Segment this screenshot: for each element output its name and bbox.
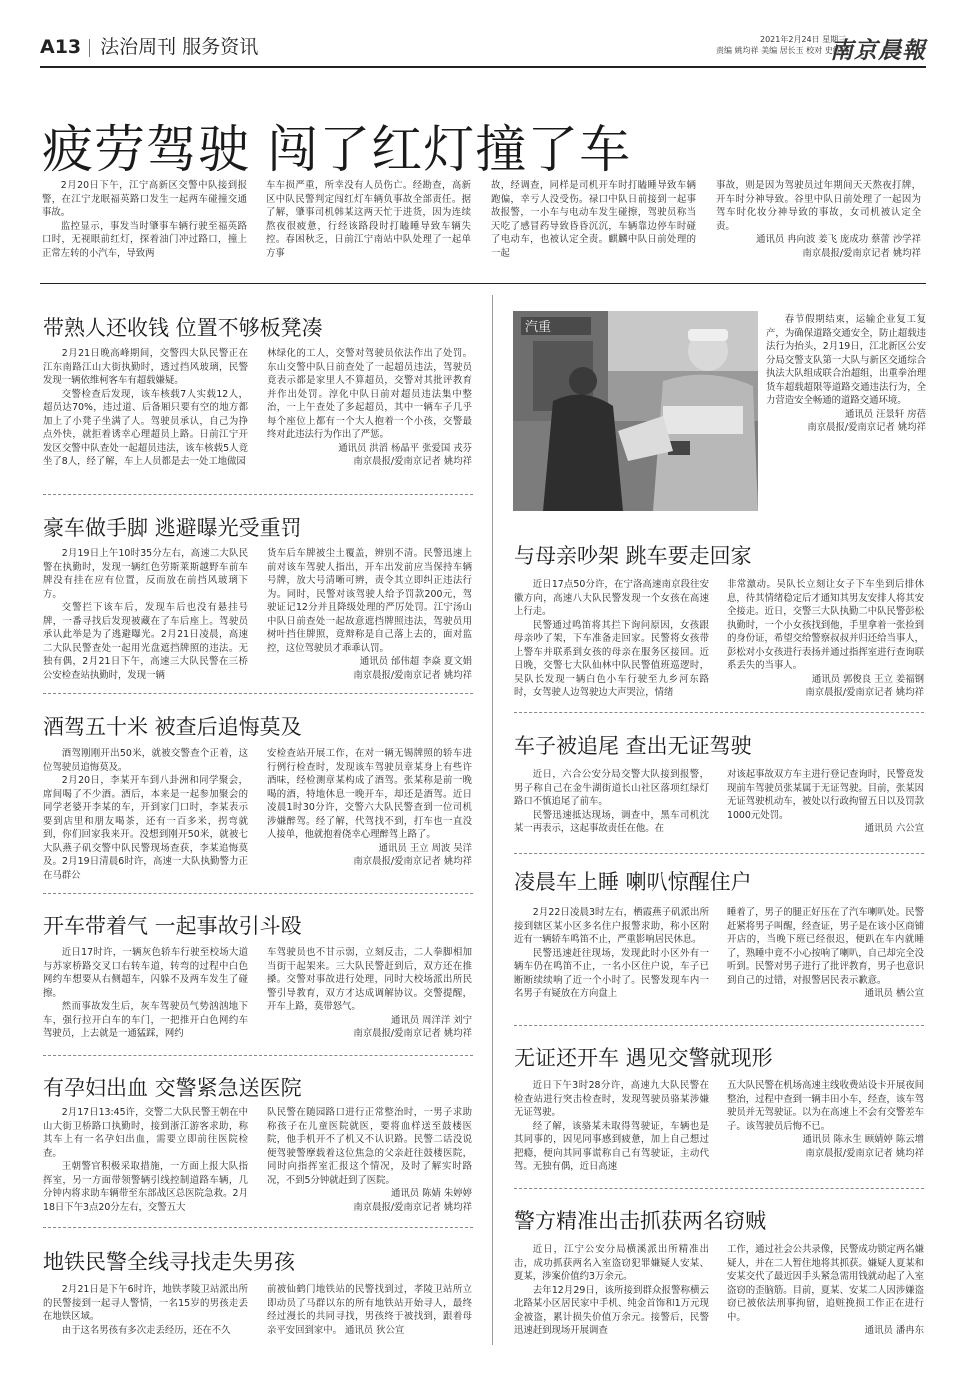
byline: 通讯员 洪滔 杨晶平 张爱国 戎芬 [338, 442, 472, 454]
article-headline: 警方精准出击抓获两名窃贼 [514, 1209, 766, 1233]
paragraph: 近日下午3时28分许，高速九大队民警在检查站进行突击检查时，发现驾驶员骆某涉嫌无证驾驶。 [514, 1080, 709, 1118]
article-col [43, 547, 248, 687]
article-separator [43, 693, 473, 694]
byline: 南京晨报/爱南京记者 姚均祥 [805, 687, 924, 698]
article-separator [514, 712, 924, 713]
paragraph: 由于这名男孩有多次走丢经历，还在不久 [61, 1324, 231, 1336]
page-number: A13 [40, 36, 82, 58]
main-story-col1 [42, 179, 247, 261]
article-col [267, 946, 472, 1046]
paragraph: 民警通过鸣笛将其拦下询问原因，女孩跟母亲吵了架，下车准备走回家。民警将女孩带上警车并联系到女孩的母亲在服务区接回。近日晚，交警七大队仙林中队民警值班巡逻时，吴队长发现一辆白色小车行驶至九乡河东路时，女驾驶人边驾驶边大声哭泣，情绪 [514, 619, 709, 698]
paragraph: 工作，通过社会公共录像，民警成功锁定两名嫌疑人，并在二人暂住地将其抓获。嫌疑人夏某和安某交代了最近因手头紧急需用钱就动起了入室盗窃的歪脑筋。目前，夏某、安某二人因涉嫌盗窃已被依法刑事拘留，追赃挽损工作正在进行中。 [727, 1244, 924, 1323]
article-col [727, 906, 924, 1016]
byline: 通讯员 郭俊良 王立 姜福钢 [811, 673, 924, 685]
paragraph: 2月20日下午，江宁高新区交警中队接到报警，在江宁龙眠福英路口发生一起两车碰撞交通事故。 [42, 180, 247, 218]
article-col [43, 747, 248, 887]
header-meta [716, 34, 849, 56]
byline: 南京晨报/爱南京记者 姚均祥 [805, 1147, 924, 1159]
article-col [514, 906, 709, 1016]
byline: 通讯员 栖公宣 [864, 988, 924, 999]
article-col [514, 1243, 709, 1345]
paragraph: 交警检查后发现，该车核载7人实载12人，超员达70%，违过道、后备厢只要有空的地方都加上了小凳子坐满了人。驾驶员承认，自己为挣点外快，就拒着诱幸心理超员上路。日前江宁开发区交警中队查处一起超员违法，该车核载5人竟坐了8人，经了解，车上人员都是去一处工地做园 [43, 388, 248, 467]
paragraph: 安检查站开展工作，在对一辆无锡牌照的轿车进行例行检查时，发现该车驾驶员章某身上有些许酒味，经检测章某构成了酒驾。张某称是前一晚喝的酒，特地休息一晚开车，却还是酒驾。近日凌晨1时30分许，交警六大队民警查到一位司机涉嫌醉驾。经了解，代驾找不到，打车也一直没人接单，他就抱着侥幸心理醉驾上路了。 [267, 748, 472, 840]
paragraph: 酒驾刚刚开出50米，就被交警查个正着，这位驾驶员追悔莫及。 [43, 748, 248, 773]
paragraph: 2月22日凌晨3时左右，栖霞燕子矶派出所接到辖区某小区多名住户报警求助，称小区附近有一辆轿车鸣笛不止，严重影响居民休息。 [514, 907, 709, 945]
paragraph: 民警迅速赶往现场，发现此时小区外有一辆车仍在鸣笛不止，一名小区住户说，车子已断断续续响了近一个小时了。民警发现车内一名男子有疑放在方向盘上 [514, 947, 709, 999]
paragraph: 民警迅速抵达现场，调查中，黑车司机沈某一再表示，这起事故责任在他。在 [514, 809, 709, 834]
section-rule [40, 283, 926, 284]
paragraph: 2月17日13:45许，交警二大队民警王朝在中山大街卫桥路口执勤时，接到浙江游客求助，称其车上有一名孕妇出血，需要立即前往医院检查。 [43, 1107, 248, 1159]
paragraph: 然而事故发生后，灰车驾驶员气势汹汹地下车，强行拉开白车的车门，一把推开白色网约车驾驶员，上去就是一通猛踩，网约 [43, 1001, 248, 1039]
article-headline: 酒驾五十米 被查后追悔莫及 [43, 715, 302, 739]
article-headline: 带熟人还收钱 位置不够板凳凑 [43, 316, 323, 340]
section-title: 法治周刊 服务资讯 [100, 36, 259, 58]
article-col [514, 768, 709, 850]
header-rule [40, 66, 926, 68]
byline: 通讯员 六公宣 [864, 823, 924, 834]
byline: 南京晨报/爱南京记者 姚均祥 [353, 456, 472, 467]
paragraph: 交警拦下该车后，发现车后也没有悬挂号牌，一番寻找后发现被藏在了车后座上。驾驶员承认此举是为了逃避曝光。2月21日凌晨，高速二大队民警查处一起用光盘遮挡牌照的违法。无独有偶，2月21日下午，高速三大队民警在三桥公安检查站执勤时，发现一辆 [43, 602, 248, 681]
paragraph: 2月19日上午10时35分左右，高速二大队民警在执勤时，发现一辆红色劳斯莱斯越野车前车牌没有挂在应有位置，反而放在前挡风玻璃下方。 [43, 548, 248, 600]
article-headline: 开车带着气 一起事故引斗殴 [43, 914, 302, 938]
article-col [267, 1106, 472, 1218]
byline: 南京晨报/爱南京记者 姚均祥 [807, 422, 926, 433]
article-headline: 地铁民警全线寻找走失男孩 [43, 1250, 295, 1274]
article-separator [514, 1025, 924, 1026]
paragraph: 非常激动。吴队长立刻让女子下车坐到后排休息，待其情绪稳定后才通知其男友安排人将其安全接走。近日，交警三大队执勤二中队民警彭松执勤时，一个小女孩找到他，手里拿着一张捡到的身份证，希望交给警察叔叔并归还给当事人，彭松对小女孩进行表扬并通过指挥室进行查询联系丢失的当事人。 [727, 579, 924, 671]
svg-text:汽重: 汽重 [525, 320, 552, 335]
paragraph: 前被仙鹤门地铁站的民警找到过，孝陵卫站所立即动员了马群以东的所有地铁站开始寻人，最终经过漫长的共同寻找，男孩终于被找到，跟着母亲平安回到家中。 通讯员 狄公宣 [267, 1284, 472, 1336]
article-col [267, 547, 472, 687]
paragraph: 故，经调查，同样是司机开车时打瞌睡导致车辆跑偏，幸亏人没受伤。禄口中队日前接到一起事故报警，一小车与电动车发生碰擦，驾驶员称当天吃了感冒药导致昏昏沉沉，车辆靠边停车时碰了电动车，也被认定全责。麒麟中队日前处理的一起 [491, 180, 696, 259]
article-col [43, 1106, 248, 1218]
main-headline: 疲劳驾驶 闯了红灯撞了车 [42, 121, 632, 180]
paragraph: 近日17点50分许，在宁洛高速南京段往安徽方向，高速八大队民警发现一个女孩在高速上行走。 [514, 579, 709, 617]
article-separator [43, 494, 473, 495]
main-story-col4 [716, 179, 921, 261]
byline: 通讯员 潘冉东 [864, 1325, 924, 1336]
article-col [267, 747, 472, 887]
paragraph: 2月21日晚高峰期间，交警四大队民警正在江东南路江山大街执勤时，透过挡风玻璃，民警发现一辆依维柯客车有超载嫌疑。 [43, 348, 248, 386]
editor-credits: 责编 姚均祥 美编 居长玉 校对 史红岩 [716, 46, 849, 55]
byline: 通讯员 周洋洋 刘宁 [391, 1014, 472, 1026]
byline: 南京晨报/爱南京记者 姚均祥 [353, 1028, 472, 1039]
byline: 南京晨报/爱南京记者 姚均祥 [353, 669, 472, 681]
column-divider [492, 295, 493, 1345]
article-separator [43, 893, 473, 894]
article-headline: 豪车做手脚 逃避曝光受重罚 [43, 516, 302, 540]
byline: 通讯员 汪景轩 房蓓 [845, 408, 926, 420]
article-col [267, 347, 472, 487]
paragraph: 2月20日，李某开车到八卦洲和同学聚会，席间喝了不少酒。酒后，本来是一起参加聚会的同学老婆开李某的车，开到家门口时，李某表示要到店里和朋友喝茶，还有一百多米，拐弯就到，你们回家我来开。没想到刚开50米，就被七大队燕子矶交警中队民警现场查获，李某追悔莫及。2月19日清晨6时许，高速一大队执勤警力正在马群公 [43, 775, 248, 881]
caption-text: 春节假期结束，运输企业复工复产，为确保道路交通安全，防止超载违法行为抬头，2月19日，江北新区公安分局交警支队第一大队与新区交通综合执法大队组成联合治超组，出重拳治理货车超载超限等道路交通违法行为，全力营造安全畅通的道路交通环境。 [766, 314, 926, 406]
article-col [727, 1079, 924, 1179]
article-headline: 车子被追尾 查出无证驾驶 [514, 734, 752, 758]
article-col [43, 1283, 248, 1345]
paragraph: 睡着了，男子的腿正好压在了汽车喇叭处。民警赶紧将男子叫醒，经查证，男子是在该小区商铺开店的，当晚下班已经很迟，便趴在车内就睡了，熟睡中竟不小心按响了喇叭，自己却完全没听到。民警对男子进行了批评教育，男子也意识到自己的过错，对报警居民表示歉意。 [727, 907, 924, 986]
paragraph: 事故，则是因为驾驶员过年期间天天熬夜打牌，开车时分神导致。谷里中队日前处理了一起因为驾车时化妆分神导致的事故，女司机被认定全责。 [716, 180, 921, 232]
article-headline: 凌晨车上睡 喇叭惊醒住户 [514, 870, 752, 894]
paragraph: 货车后车牌被尘土覆盖，辨别不清。民警迅速上前对该车驾驶人指出，开车出发前应当保持车辆号牌，放大号清晰可辨，责令其立即纠正违法行为。同时，民警对该驾驶人给予罚款200元，驾驶证记12分并且降级处理的严厉处罚。江宁汤山中队日前查处一起故意遮挡牌照违法，驾驶员用树叶挡住牌照，竟辩称是自己落上去的，面对监控，这位驾驶员才乖乖认罚。 [267, 548, 472, 654]
byline: 南京晨报/爱南京记者 姚均祥 [353, 856, 472, 867]
article-col [267, 1283, 472, 1345]
paragraph: 近日，六合公安分局交警大队接到报警，男子称自己在金牛湖街道长山社区落项红绿灯路口不慎追尾了前车。 [514, 769, 709, 807]
paragraph: 队民警在随园路口进行正常整治时，一男子求助称孩子在儿童医院就医，要将血样送至鼓楼医院，他手机开不了机又不认识路。民警二话没说便驾驶警摩载着这位焦急的父亲赶往鼓楼医院，同时向指挥室汇报这个情况，及时了解实时路况，不到5分钟就赶到了医院。 [267, 1107, 472, 1186]
article-headline: 有孕妇出血 交警紧急送医院 [43, 1076, 302, 1100]
paragraph: 监控显示，事发当时肇事车辆行驶至福英路口时，无视眼前红灯，探着油门冲过路口，撞上正常左转的小汽车，导致两 [42, 220, 247, 259]
newspaper-logo: 南京晨報 [830, 37, 926, 64]
byline: 通讯员 陈永生 顾婧婷 陈云增 [802, 1134, 924, 1145]
page-header [40, 32, 926, 64]
header-divider [89, 39, 90, 57]
article-headline: 无证还开车 遇见交警就现形 [514, 1046, 773, 1070]
main-story-col3 [491, 179, 696, 261]
article-separator [514, 1188, 924, 1189]
article-col [727, 768, 924, 850]
article-col [727, 1243, 924, 1345]
byline: 通讯员 冉向波 姜飞 庞成功 蔡蕾 沙学祥 [756, 234, 921, 245]
paragraph: 近日17时许，一辆灰色轿车行驶至校场大道与苏家桥路交叉口右转车道，转弯的过程中白色网约车想要从右侧超车，闪躲不及两车发生了碰擦。 [43, 947, 248, 999]
photo-illustration [513, 311, 758, 511]
paragraph: 对该起事故双方车主进行登记查询时，民警竟发现前车驾驶员张某属于无证驾驶。目前，张某因无证驾驶机动车，被处以行政拘留五日以及罚款1000元处罚。 [727, 769, 924, 821]
paragraph: 2月21日是下午6时许，地铁孝陵卫站派出所的民警接到一起寻人警情，一名15岁的男孩走丢在地铁区域。 [43, 1284, 248, 1322]
article-col [727, 578, 924, 704]
byline: 通讯员 邰伟超 李焱 夏文娟 [359, 656, 472, 667]
byline: 南京晨报/爱南京记者 姚均祥 [353, 1201, 472, 1213]
article-col [514, 1079, 709, 1179]
page-header-left [40, 32, 258, 59]
article-col [43, 946, 248, 1046]
photo-caption [766, 313, 926, 511]
paragraph: 近日，江宁公安分局横溪派出所精准出击，成功抓获两名入室盗窃犯罪嫌疑人安某、夏某，涉案价值约3万余元。 [514, 1244, 709, 1282]
article-col [43, 347, 248, 487]
paragraph: 车驾驶员也不甘示弱，立刻反击，二人拳脚相加当街干起架来。三大队民警赶到后，双方还在推搡。交警对事故进行处理，同时大校场派出所民警引导教育，双方才达成调解协议。交警提醒，开车上路，莫带怒气。 [267, 947, 472, 1012]
article-separator [514, 853, 924, 854]
article-col [514, 578, 709, 704]
article-separator [43, 1055, 473, 1056]
main-story-col2 [266, 179, 471, 261]
traffic-police-photo [513, 311, 758, 511]
paragraph: 林绿化的工人，交警对驾驶员依法作出了处罚。东山交警中队日前查处了一起超员违法，驾驶员竟表示都是家里人不算超员，交警对其批评教育并作出处罚。淳化中队日前对超员违法集中整治，一上午查处了多起超员，其中一辆车子几乎每个座位上都有一个大人抱着一个小孩，交警最终对此违法行为作出了严惩。 [267, 348, 472, 440]
byline: 通讯员 王立 周波 吴洋 [378, 842, 472, 854]
paragraph: 经了解，该骆某未取得驾驶证，车辆也是其同事的，因见同事感到疲惫，加上自己想过把瘾，便向其同事谎称自己有驾驶证，主动代驾。无独有偶，近日高速 [514, 1120, 709, 1172]
paragraph: 王朝警官积极采取措施，一方面上报大队指挥室，另一方面带领警辆引线控制道路车辆，几分钟内将求助车辆带至东部战区总医院急救。2月18日下午3点20分左右，交警五大 [43, 1161, 248, 1213]
article-headline: 与母亲吵架 跳车要走回家 [514, 544, 752, 568]
byline: 通讯员 陈婧 朱婷婷 [391, 1188, 472, 1199]
paragraph: 五大队民警在机场高速主线收费站设卡开展夜间整治，过程中查到一辆丰田小车，经查，该车驾驶员并无驾驶证。以为在高速上不会有交警差车子。该驾驶员后悔不已。 [727, 1080, 924, 1132]
issue-date: 2021年2月24日 星期三 [760, 35, 847, 44]
article-separator [43, 1227, 473, 1228]
paragraph: 车车损严重，所幸没有人员伤亡。经勘查，高新区中队民警判定闯红灯车辆负事故全部责任。据了解，肇事司机韩某这两天忙于进货，因为连续熬夜很疲惫，行经该路段时打瞌睡导致车辆失控。春困秋乏，日前江宁南站中队处理了一起单方事 [266, 180, 471, 259]
byline: 南京晨报/爱南京记者 姚均祥 [802, 247, 921, 259]
paragraph: 去年12月29日，该所接到群众报警称横云北路某小区居民家中手机、纯金首饰和1万元现金被盗，累计损失价值万余元。接警后，民警迅速赶到现场开展调查 [514, 1284, 709, 1336]
